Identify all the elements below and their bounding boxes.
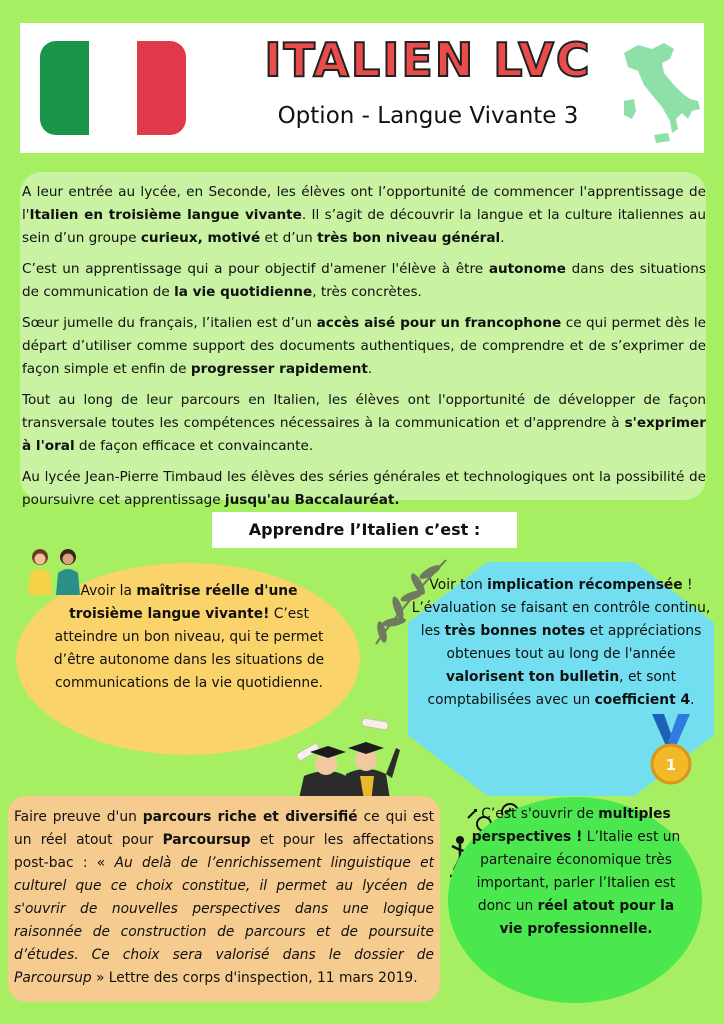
flag-red-stripe — [137, 41, 186, 135]
bold-text-run: autonome — [488, 261, 566, 277]
text-run: ce qui permet dès le départ d’utiliser comme support des documents authentiques, de comprendre et de s’exprimer de façon simple et enfin de — [22, 315, 706, 377]
text-run: ! L’évaluation se faisant en contrôle continu, les — [411, 577, 711, 639]
text-run: . — [367, 361, 373, 377]
text-run: ce qui est un réel atout pour — [14, 809, 435, 848]
text-run: C’est atteindre un bon niveau, qui te permet d’être autonome dans les situations de communications de la vie quotidienne. — [53, 606, 325, 691]
page-subtitle: Option - Langue Vivante 3 — [277, 103, 579, 129]
intro-paragraph-3 — [22, 312, 706, 381]
text-run: Avoir la — [80, 583, 137, 599]
italic-text-run: Au delà de l’enrichissement linguistique et culturel que ce choix constitue, il permet au lycéen de s'ouvrir de nouvelles perspectives dans une logique raisonnée de construction de parcours et de poursuite d’études. Ce choix sera valorisé dans le dossier de Parcoursup — [14, 855, 434, 986]
text-run: , très concrètes. — [312, 284, 422, 300]
intro-paragraph-1 — [22, 181, 706, 250]
intro-text — [22, 181, 706, 520]
bold-text-run: progresser rapidement — [190, 361, 368, 377]
bold-text-run: maîtrise réelle d'une troisième langue vivante! — [69, 583, 298, 622]
text-run: Sœur jumelle du français, l’italien est d’un — [22, 315, 317, 331]
intro-paragraph-5 — [22, 466, 706, 512]
text-run: , et sont comptabilisées avec un — [427, 669, 677, 708]
bold-text-run: Parcoursup — [162, 832, 251, 848]
page-title: ITALIEN LVC — [264, 33, 592, 87]
bold-text-run: coefficient 4 — [594, 692, 691, 708]
bold-text-run: valorisent ton bulletin — [445, 669, 620, 685]
bold-text-run: la vie quotidienne — [174, 284, 313, 300]
medal-icon — [648, 712, 694, 786]
medal-number: 1 — [665, 756, 677, 774]
text-run: Au lycée Jean-Pierre Timbaud les élèves des séries générales et technologiques ont la possibilité de poursuivre cet apprentissage — [22, 469, 706, 508]
bold-text-run: multiples perspectives ! — [471, 806, 671, 845]
cyan-octagon-text — [408, 574, 714, 712]
green-circle-text — [470, 803, 682, 941]
orange-box-text — [14, 806, 434, 990]
bold-text-run: très bonnes notes — [444, 623, 586, 639]
text-run: et d’un — [260, 230, 318, 246]
text-run: Voir ton — [429, 577, 488, 593]
bold-text-run: Italien en troisième langue vivante — [29, 207, 302, 223]
text-run: . — [690, 692, 695, 708]
text-run: C’est s'ouvrir de — [481, 806, 599, 822]
text-run: Tout au long de leur parcours en Italien, les élèves ont l'opportunité de développer de façon transversale toutes les compétences nécessaires à la communication et d'apprendre à — [22, 392, 706, 431]
text-run: A leur entrée au lycée, en Seconde, les élèves ont l’opportunité de commencer l'apprentissage de l' — [22, 184, 706, 223]
bold-text-run: jusqu'au Baccalauréat. — [224, 492, 400, 508]
bold-text-run: accès aisé pour un francophone — [316, 315, 562, 331]
bold-text-run: très bon niveau général — [317, 230, 501, 246]
text-run: . — [500, 230, 505, 246]
bold-text-run: curieux, motivé — [140, 230, 261, 246]
text-run: dans des situations de communication de — [22, 261, 706, 300]
text-run: . Il s’agit de découvrir la langue et la culture italiennes au sein d’un groupe — [22, 207, 706, 246]
italy-flag-icon — [40, 41, 186, 135]
flag-white-stripe — [89, 41, 138, 135]
text-run: et pour les affectations post-bac : « — [14, 832, 434, 871]
bold-text-run: s'exprimer à l'oral — [22, 415, 706, 454]
text-run: de façon efficace et convaincante. — [74, 438, 314, 454]
text-run: Faire preuve d'un — [14, 809, 143, 825]
header-panel — [20, 23, 704, 153]
text-run: et appréciations obtenues tout au long de l'année — [446, 623, 702, 662]
bold-text-run: implication récompensée — [487, 577, 683, 593]
text-run: » Lettre des corps d'inspection, 11 mars 2019. — [91, 970, 418, 986]
intro-paragraph-2 — [22, 258, 706, 304]
bold-text-run: réel atout pour la vie professionnelle. — [499, 898, 675, 937]
yellow-bubble-text — [44, 580, 334, 695]
flag-green-stripe — [40, 41, 89, 135]
text-run: L’Italie est un partenaire économique très important, parler l’Italien est donc un — [476, 829, 681, 914]
intro-paragraph-4 — [22, 389, 706, 458]
bold-text-run: parcours riche et diversifié — [142, 809, 358, 825]
section-heading: Apprendre l’Italien c’est : — [212, 512, 517, 548]
text-run: C’est un apprentissage qui a pour objectif d'amener l'élève à être — [22, 261, 489, 277]
italy-map-icon — [618, 41, 702, 145]
